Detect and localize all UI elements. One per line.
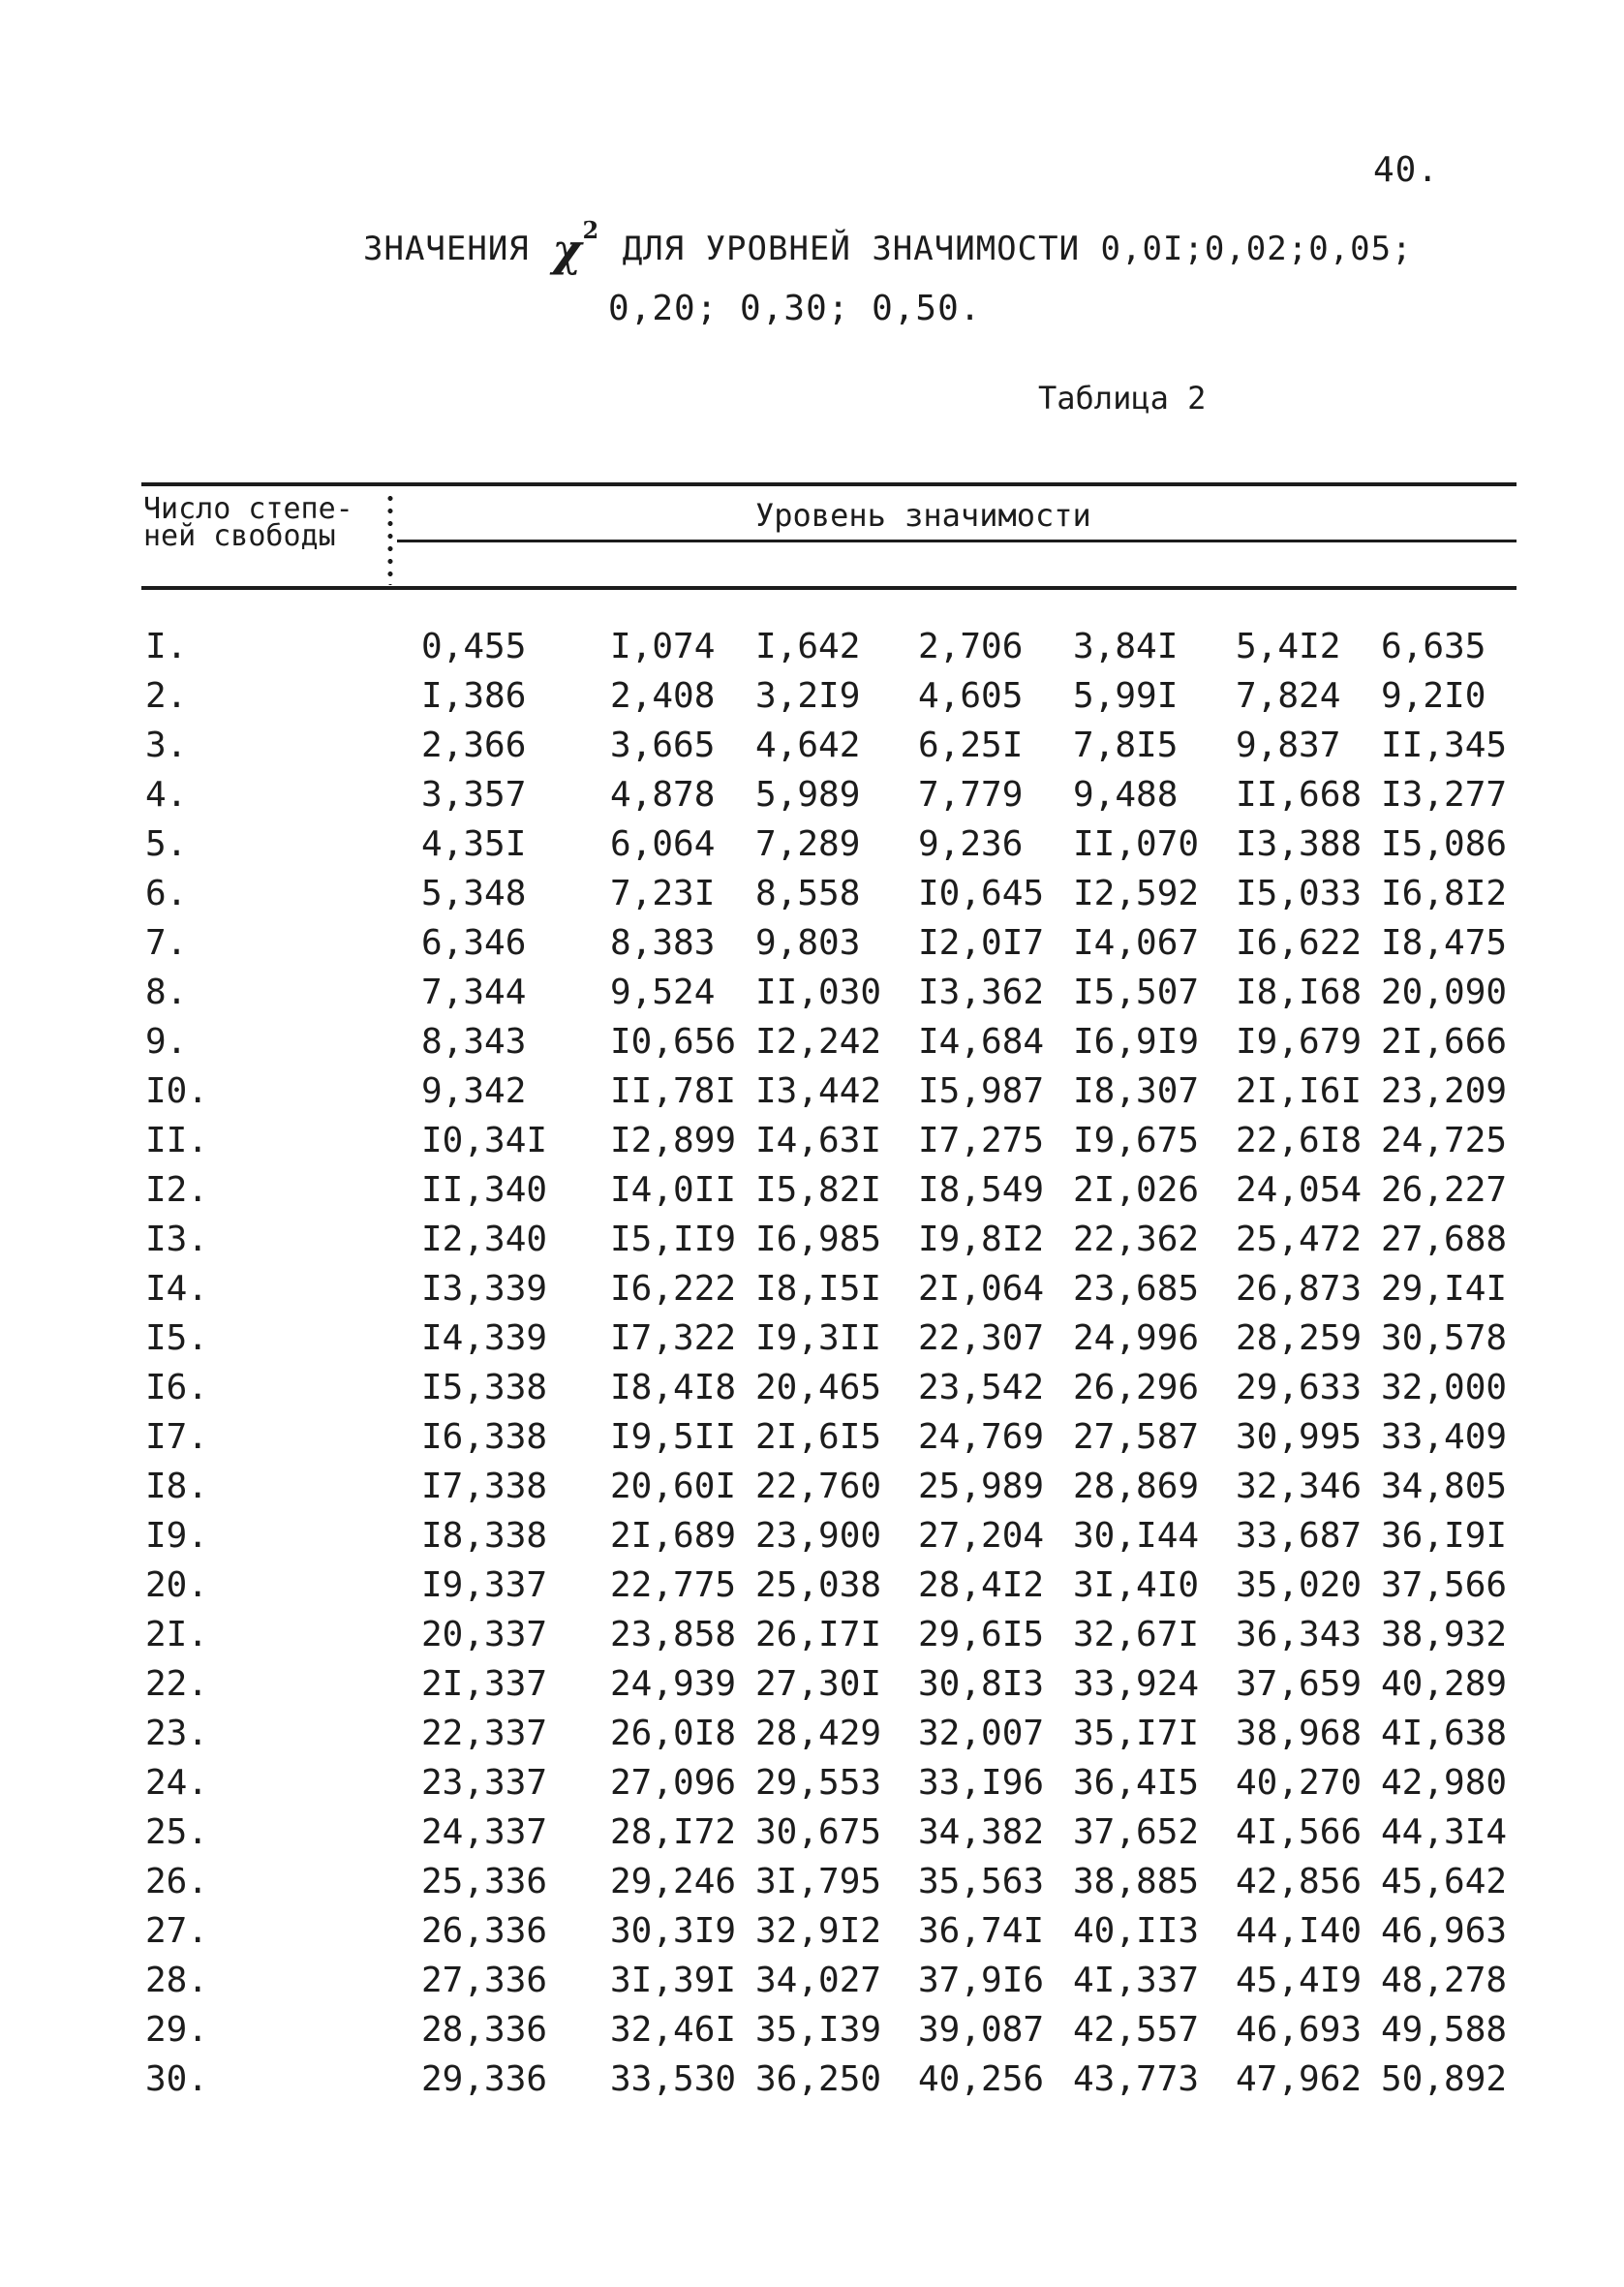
value-cell: 6,635 — [1381, 627, 1486, 666]
value-cell: 26,336 — [421, 1911, 548, 1951]
value-cell: 7,289 — [755, 824, 861, 864]
value-cell: I3,339 — [421, 1269, 548, 1309]
value-cell: 32,9I2 — [755, 1911, 882, 1951]
dof-cell: I4. — [145, 1269, 209, 1309]
value-cell: 9,803 — [755, 923, 861, 963]
value-cell: 29,246 — [610, 1862, 737, 1901]
value-cell: I2,899 — [610, 1121, 737, 1160]
value-cell: II,78I — [610, 1071, 737, 1111]
value-cell: 36,74I — [918, 1911, 1045, 1951]
value-cell: 4I,638 — [1381, 1714, 1508, 1753]
value-cell: 23,685 — [1073, 1269, 1200, 1309]
value-cell: 9,2I0 — [1381, 676, 1486, 716]
chi-square-symbol — [552, 215, 600, 276]
value-cell: I5,II9 — [610, 1220, 737, 1259]
value-cell: 24,769 — [918, 1417, 1045, 1457]
value-cell: 25,336 — [421, 1862, 548, 1901]
value-cell: I4,63I — [755, 1121, 882, 1160]
value-cell: 2,366 — [421, 726, 527, 765]
value-cell: I4,339 — [421, 1318, 548, 1358]
value-cell: 4,642 — [755, 726, 861, 765]
value-cell: 4I,566 — [1236, 1812, 1363, 1852]
value-cell: 7,8I5 — [1073, 726, 1179, 765]
value-cell: I3,442 — [755, 1071, 882, 1111]
value-cell: I7,322 — [610, 1318, 737, 1358]
dof-cell: 23. — [145, 1714, 209, 1753]
value-cell: 23,337 — [421, 1763, 548, 1803]
dof-cell: 8. — [145, 973, 188, 1012]
significance-level-header: Уровень значимости — [755, 497, 1091, 534]
value-cell: II,340 — [421, 1170, 548, 1210]
value-cell: 25,038 — [755, 1565, 882, 1605]
value-cell: 6,25I — [918, 726, 1024, 765]
title-prefix: ЗНАЧЕНИЯ — [363, 230, 530, 268]
value-cell: I5,82I — [755, 1170, 882, 1210]
table-row — [136, 1165, 1517, 1215]
value-cell: 28,869 — [1073, 1467, 1200, 1506]
value-cell: I2,0I7 — [918, 923, 1045, 963]
value-cell: 26,0I8 — [610, 1714, 737, 1753]
value-cell: 26,873 — [1236, 1269, 1363, 1309]
value-cell: 6,064 — [610, 824, 716, 864]
value-cell: 29,I4I — [1381, 1269, 1508, 1309]
table-row — [136, 1066, 1517, 1116]
value-cell: 40,II3 — [1073, 1911, 1200, 1951]
value-cell: 36,I9I — [1381, 1516, 1508, 1556]
value-cell: 9,524 — [610, 973, 716, 1012]
value-cell: I3,388 — [1236, 824, 1363, 864]
value-cell: II,030 — [755, 973, 882, 1012]
table-top-rule — [141, 482, 1517, 486]
table-row — [136, 1264, 1517, 1313]
table-row — [136, 721, 1517, 770]
dof-cell: 20. — [145, 1565, 209, 1605]
value-cell: I8,I68 — [1236, 973, 1363, 1012]
value-cell: 5,99I — [1073, 676, 1179, 716]
value-cell: I6,9I9 — [1073, 1022, 1200, 1062]
value-cell: 42,557 — [1073, 2010, 1200, 2050]
chi-square-table — [136, 622, 1517, 2104]
value-cell: 36,250 — [755, 2059, 882, 2099]
value-cell: 40,289 — [1381, 1664, 1508, 1704]
value-cell: 23,542 — [918, 1368, 1045, 1407]
value-cell: 3I,4I0 — [1073, 1565, 1200, 1605]
value-cell: 33,924 — [1073, 1664, 1200, 1704]
value-cell: 26,227 — [1381, 1170, 1508, 1210]
value-cell: 6,346 — [421, 923, 527, 963]
dof-cell: I2. — [145, 1170, 209, 1210]
value-cell: 22,760 — [755, 1467, 882, 1506]
dof-cell: 25. — [145, 1812, 209, 1852]
value-cell: I8,307 — [1073, 1071, 1200, 1111]
dof-cell: I5. — [145, 1318, 209, 1358]
dof-cell: II. — [145, 1121, 209, 1160]
value-cell: I4,0II — [610, 1170, 737, 1210]
dof-cell: 24. — [145, 1763, 209, 1803]
table-label: Таблица 2 — [1038, 380, 1207, 417]
dof-cell: 4. — [145, 775, 188, 815]
value-cell: 0,455 — [421, 627, 527, 666]
value-cell: 2I,689 — [610, 1516, 737, 1556]
value-cell: 27,336 — [421, 1961, 548, 2000]
value-cell: 30,I44 — [1073, 1516, 1200, 1556]
value-cell: I9,337 — [421, 1565, 548, 1605]
value-cell: 42,856 — [1236, 1862, 1363, 1901]
value-cell: 26,296 — [1073, 1368, 1200, 1407]
value-cell: 2,408 — [610, 676, 716, 716]
value-cell: 9,342 — [421, 1071, 527, 1111]
table-row — [136, 1906, 1517, 1956]
value-cell: 28,336 — [421, 2010, 548, 2050]
value-cell: I4,684 — [918, 1022, 1045, 1062]
table-row — [136, 1808, 1517, 1857]
value-cell: 33,687 — [1236, 1516, 1363, 1556]
value-cell: 8,343 — [421, 1022, 527, 1062]
value-cell: II,668 — [1236, 775, 1363, 815]
value-cell: 2,706 — [918, 627, 1024, 666]
value-cell: 37,9I6 — [918, 1961, 1045, 2000]
value-cell: 4,878 — [610, 775, 716, 815]
value-cell: I5,033 — [1236, 874, 1363, 913]
value-cell: 38,885 — [1073, 1862, 1200, 1901]
table-row — [136, 819, 1517, 869]
title-significance-levels: 0,20; 0,30; 0,50. — [608, 289, 982, 328]
value-cell: 5,348 — [421, 874, 527, 913]
value-cell: I4,067 — [1073, 923, 1200, 963]
table-row — [136, 1017, 1517, 1066]
table-row — [136, 1659, 1517, 1709]
value-cell: 25,989 — [918, 1467, 1045, 1506]
value-cell: 36,343 — [1236, 1615, 1363, 1654]
value-cell: I7,275 — [918, 1121, 1045, 1160]
table-row — [136, 770, 1517, 819]
dof-cell: 6. — [145, 874, 188, 913]
value-cell: 30,578 — [1381, 1318, 1508, 1358]
value-cell: 32,007 — [918, 1714, 1045, 1753]
table-title — [363, 215, 1413, 276]
table-row — [136, 2055, 1517, 2104]
value-cell: 27,204 — [918, 1516, 1045, 1556]
value-cell: 2I,337 — [421, 1664, 548, 1704]
value-cell: I8,549 — [918, 1170, 1045, 1210]
value-cell: I0,645 — [918, 874, 1045, 913]
value-cell: I2,340 — [421, 1220, 548, 1259]
table-row — [136, 1709, 1517, 1758]
value-cell: 29,553 — [755, 1763, 882, 1803]
value-cell: I2,242 — [755, 1022, 882, 1062]
value-cell: 33,I96 — [918, 1763, 1045, 1803]
value-cell: I9,3II — [755, 1318, 882, 1358]
header-column-separator — [387, 492, 393, 585]
value-cell: 9,236 — [918, 824, 1024, 864]
value-cell: 24,939 — [610, 1664, 737, 1704]
dof-cell: I3. — [145, 1220, 209, 1259]
value-cell: 34,805 — [1381, 1467, 1508, 1506]
value-cell: 26,I7I — [755, 1615, 882, 1654]
value-cell: I8,I5I — [755, 1269, 882, 1309]
value-cell: 27,30I — [755, 1664, 882, 1704]
value-cell: 28,259 — [1236, 1318, 1363, 1358]
value-cell: 22,775 — [610, 1565, 737, 1605]
dof-cell: 3. — [145, 726, 188, 765]
value-cell: I5,086 — [1381, 824, 1508, 864]
value-cell: I6,985 — [755, 1220, 882, 1259]
table-row — [136, 1462, 1517, 1511]
dof-cell: 29. — [145, 2010, 209, 2050]
value-cell: 28,429 — [755, 1714, 882, 1753]
value-cell: 27,096 — [610, 1763, 737, 1803]
value-cell: 49,588 — [1381, 2010, 1508, 2050]
table-body — [136, 622, 1517, 2104]
chi-superscript: 2 — [582, 215, 600, 244]
value-cell: 3I,795 — [755, 1862, 882, 1901]
page-number: 40. — [1373, 150, 1440, 190]
value-cell: 24,054 — [1236, 1170, 1363, 1210]
dof-cell: 30. — [145, 2059, 209, 2099]
value-cell: 2I,666 — [1381, 1022, 1508, 1062]
value-cell: 44,3I4 — [1381, 1812, 1508, 1852]
value-cell: 24,996 — [1073, 1318, 1200, 1358]
value-cell: 29,336 — [421, 2059, 548, 2099]
table-row — [136, 2005, 1517, 2055]
value-cell: 5,989 — [755, 775, 861, 815]
value-cell: 30,3I9 — [610, 1911, 737, 1951]
value-cell: I9,679 — [1236, 1022, 1363, 1062]
value-cell: 22,362 — [1073, 1220, 1200, 1259]
value-cell: 4,35I — [421, 824, 527, 864]
value-cell: I9,5II — [610, 1417, 737, 1457]
value-cell: 2I,064 — [918, 1269, 1045, 1309]
value-cell: I5,987 — [918, 1071, 1045, 1111]
value-cell: 33,530 — [610, 2059, 737, 2099]
degrees-of-freedom-header — [143, 492, 353, 553]
value-cell: 22,6I8 — [1236, 1121, 1363, 1160]
value-cell: 42,980 — [1381, 1763, 1508, 1803]
value-cell: 37,566 — [1381, 1565, 1508, 1605]
dof-cell: I7. — [145, 1417, 209, 1457]
value-cell: 45,4I9 — [1236, 1961, 1363, 2000]
value-cell: 3,357 — [421, 775, 527, 815]
value-cell: 32,346 — [1236, 1467, 1363, 1506]
value-cell: 7,344 — [421, 973, 527, 1012]
header-bottom-rule — [141, 586, 1517, 590]
title-suffix: ДЛЯ УРОВНЕЙ ЗНАЧИМОСТИ 0,0I;0,02;0,05; — [622, 230, 1413, 268]
value-cell: I7,338 — [421, 1467, 548, 1506]
table-row — [136, 1758, 1517, 1808]
table-row — [136, 1610, 1517, 1659]
value-cell: 32,67I — [1073, 1615, 1200, 1654]
value-cell: I6,338 — [421, 1417, 548, 1457]
value-cell: 24,337 — [421, 1812, 548, 1852]
value-cell: 34,382 — [918, 1812, 1045, 1852]
value-cell: II,345 — [1381, 726, 1508, 765]
table-row — [136, 1313, 1517, 1363]
value-cell: 23,209 — [1381, 1071, 1508, 1111]
table-row — [136, 1116, 1517, 1165]
value-cell: 3,665 — [610, 726, 716, 765]
dof-cell: 7. — [145, 923, 188, 963]
value-cell: 2I,I6I — [1236, 1071, 1363, 1111]
value-cell: I6,8I2 — [1381, 874, 1508, 913]
value-cell: 20,465 — [755, 1368, 882, 1407]
value-cell: 32,000 — [1381, 1368, 1508, 1407]
value-cell: 9,837 — [1236, 726, 1341, 765]
value-cell: 23,858 — [610, 1615, 737, 1654]
value-cell: II,070 — [1073, 824, 1200, 864]
value-cell: 5,4I2 — [1236, 627, 1341, 666]
value-cell: 28,I72 — [610, 1812, 737, 1852]
value-cell: 30,675 — [755, 1812, 882, 1852]
value-cell: 35,I7I — [1073, 1714, 1200, 1753]
value-cell: 22,337 — [421, 1714, 548, 1753]
value-cell: I,074 — [610, 627, 716, 666]
value-cell: 28,4I2 — [918, 1565, 1045, 1605]
dof-cell: 22. — [145, 1664, 209, 1704]
value-cell: 37,652 — [1073, 1812, 1200, 1852]
value-cell: 38,932 — [1381, 1615, 1508, 1654]
value-cell: 35,I39 — [755, 2010, 882, 2050]
value-cell: 46,963 — [1381, 1911, 1508, 1951]
value-cell: 48,278 — [1381, 1961, 1508, 2000]
value-cell: 20,090 — [1381, 973, 1508, 1012]
value-cell: 47,962 — [1236, 2059, 1363, 2099]
table-row — [136, 1215, 1517, 1264]
value-cell: 30,8I3 — [918, 1664, 1045, 1704]
value-cell: 22,307 — [918, 1318, 1045, 1358]
dof-cell: 2I. — [145, 1615, 209, 1654]
table-row — [136, 1956, 1517, 2005]
chi-letter: χ — [552, 224, 583, 276]
value-cell: 23,900 — [755, 1516, 882, 1556]
table-row — [136, 968, 1517, 1017]
value-cell: I,642 — [755, 627, 861, 666]
table-row — [136, 671, 1517, 721]
value-cell: 29,6I5 — [918, 1615, 1045, 1654]
value-cell: I5,507 — [1073, 973, 1200, 1012]
value-cell: 30,995 — [1236, 1417, 1363, 1457]
value-cell: 4,605 — [918, 676, 1024, 716]
table-row — [136, 622, 1517, 671]
value-cell: 24,725 — [1381, 1121, 1508, 1160]
value-cell: 44,I40 — [1236, 1911, 1363, 1951]
value-cell: I0,34I — [421, 1121, 548, 1160]
dof-header-line2: ней свободы — [143, 519, 336, 553]
value-cell: I8,4I8 — [610, 1368, 737, 1407]
value-cell: 27,688 — [1381, 1220, 1508, 1259]
value-cell: I3,362 — [918, 973, 1045, 1012]
value-cell: 33,409 — [1381, 1417, 1508, 1457]
dof-cell: I0. — [145, 1071, 209, 1111]
value-cell: 38,968 — [1236, 1714, 1363, 1753]
value-cell: 36,4I5 — [1073, 1763, 1200, 1803]
value-cell: I0,656 — [610, 1022, 737, 1062]
dof-cell: I6. — [145, 1368, 209, 1407]
table-row — [136, 869, 1517, 918]
value-cell: 40,256 — [918, 2059, 1045, 2099]
value-cell: 20,337 — [421, 1615, 548, 1654]
table-row — [136, 1363, 1517, 1412]
value-cell: 9,488 — [1073, 775, 1179, 815]
table-row — [136, 1511, 1517, 1561]
value-cell: I6,622 — [1236, 923, 1363, 963]
value-cell: 45,642 — [1381, 1862, 1508, 1901]
table-row — [136, 918, 1517, 968]
value-cell: 35,563 — [918, 1862, 1045, 1901]
dof-cell: 9. — [145, 1022, 188, 1062]
value-cell: 37,659 — [1236, 1664, 1363, 1704]
value-cell: I8,338 — [421, 1516, 548, 1556]
value-cell: 34,027 — [755, 1961, 882, 2000]
dof-cell: I9. — [145, 1516, 209, 1556]
value-cell: 3,84I — [1073, 627, 1179, 666]
value-cell: 35,020 — [1236, 1565, 1363, 1605]
value-cell: 7,824 — [1236, 676, 1341, 716]
value-cell: I9,675 — [1073, 1121, 1200, 1160]
dof-cell: I8. — [145, 1467, 209, 1506]
value-cell: 40,270 — [1236, 1763, 1363, 1803]
dof-cell: I. — [145, 627, 188, 666]
value-cell: I9,8I2 — [918, 1220, 1045, 1259]
table-row — [136, 1857, 1517, 1906]
value-cell: 4I,337 — [1073, 1961, 1200, 2000]
value-cell: 2I,026 — [1073, 1170, 1200, 1210]
value-cell: I6,222 — [610, 1269, 737, 1309]
value-cell: 7,23I — [610, 874, 716, 913]
value-cell: I3,277 — [1381, 775, 1508, 815]
value-cell: 32,46I — [610, 2010, 737, 2050]
value-cell: 46,693 — [1236, 2010, 1363, 2050]
value-cell: 8,558 — [755, 874, 861, 913]
value-cell: 27,587 — [1073, 1417, 1200, 1457]
value-cell: 29,633 — [1236, 1368, 1363, 1407]
value-cell: I8,475 — [1381, 923, 1508, 963]
value-cell: 3I,39I — [610, 1961, 737, 2000]
value-cell: 7,779 — [918, 775, 1024, 815]
value-cell: 50,892 — [1381, 2059, 1508, 2099]
value-cell: 8,383 — [610, 923, 716, 963]
dof-header-line1: Число степе- — [143, 492, 353, 526]
header-divider-rule — [397, 540, 1517, 542]
table-row — [136, 1412, 1517, 1462]
value-cell: 25,472 — [1236, 1220, 1363, 1259]
dof-cell: 26. — [145, 1862, 209, 1901]
table-row — [136, 1561, 1517, 1610]
value-cell: 39,087 — [918, 2010, 1045, 2050]
value-cell: 3,2I9 — [755, 676, 861, 716]
dof-cell: 28. — [145, 1961, 209, 2000]
dof-cell: 27. — [145, 1911, 209, 1951]
dof-cell: 5. — [145, 824, 188, 864]
dof-cell: 2. — [145, 676, 188, 716]
value-cell: 43,773 — [1073, 2059, 1200, 2099]
value-cell: 20,60I — [610, 1467, 737, 1506]
value-cell: I2,592 — [1073, 874, 1200, 913]
value-cell: I5,338 — [421, 1368, 548, 1407]
value-cell: I,386 — [421, 676, 527, 716]
value-cell: 2I,6I5 — [755, 1417, 882, 1457]
